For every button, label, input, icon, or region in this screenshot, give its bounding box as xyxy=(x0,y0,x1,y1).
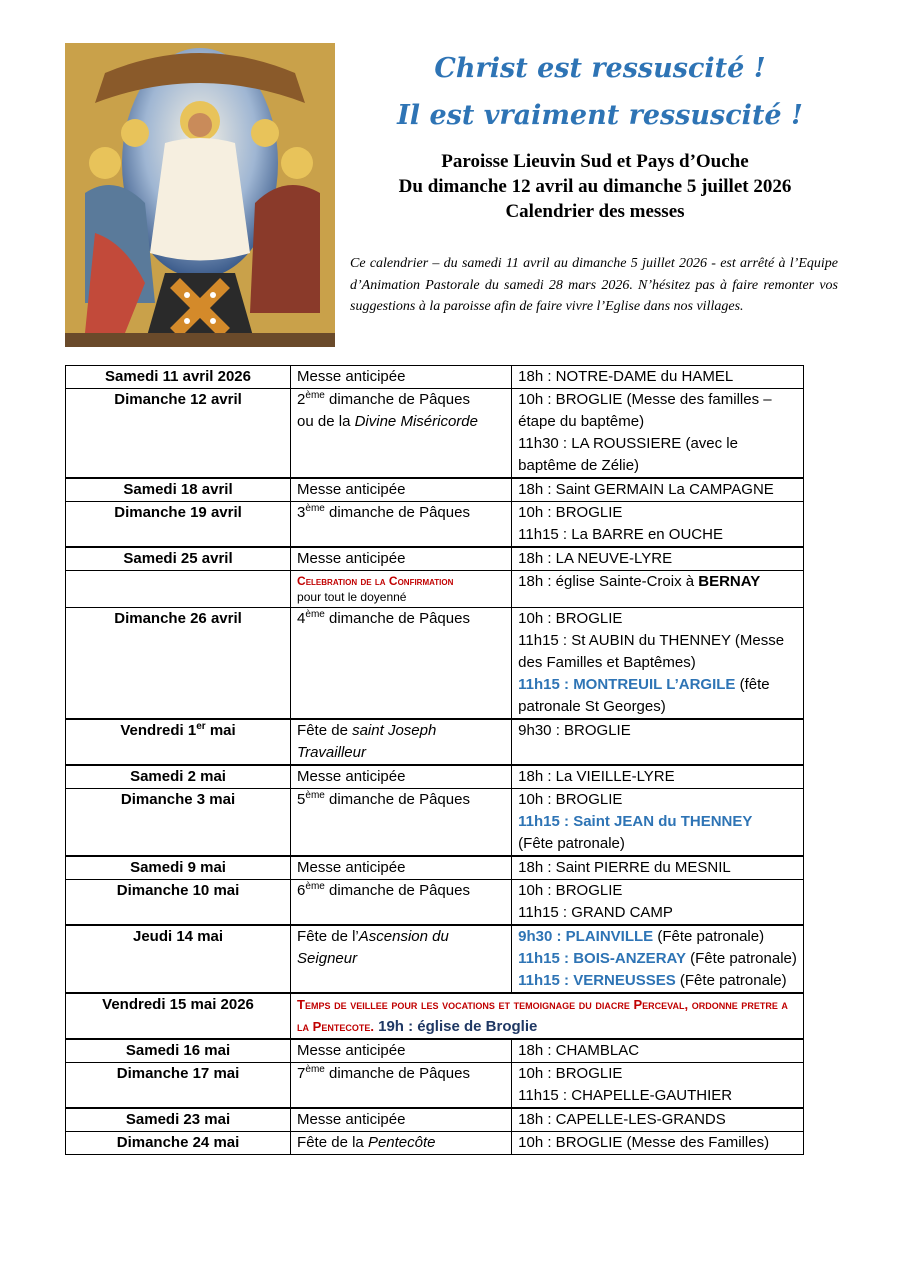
row-occasion: Messe anticipée xyxy=(291,1039,512,1063)
row-date: Samedi 16 mai xyxy=(66,1039,291,1063)
table-row xyxy=(66,608,804,720)
row-occasion: 6ème dimanche de Pâques xyxy=(291,880,512,926)
mass-item: 11h15 : CHAPELLE-GAUTHIER xyxy=(518,1087,733,1104)
mass-item: 11h15 : BOIS-ANZERAY (Fête patronale) xyxy=(518,950,797,967)
title-christ-risen: Christ est ressuscité ! xyxy=(434,53,766,84)
table-row xyxy=(66,789,804,857)
row-masses xyxy=(512,925,804,993)
row-occasion: Messe anticipée xyxy=(291,765,512,789)
table-row xyxy=(66,571,804,608)
row-date: Samedi 9 mai xyxy=(66,856,291,880)
row-date: Dimanche 10 mai xyxy=(66,880,291,926)
row-masses xyxy=(512,478,804,502)
mass-item: (Fête patronale) xyxy=(518,835,625,852)
mass-item: 10h : BROGLIE (Messe des Familles) xyxy=(518,1134,770,1151)
row-date: Samedi 18 avril xyxy=(66,478,291,502)
mass-item: 11h15 : St AUBIN du THENNEY (Messe des Familles et Baptêmes) xyxy=(518,632,785,671)
resurrection-icon-image xyxy=(65,43,335,347)
row-occasion: Messe anticipée xyxy=(291,1108,512,1132)
table-row xyxy=(66,366,804,389)
period: Du dimanche 12 avril au dimanche 5 juillet 2026 xyxy=(398,176,792,197)
row-occasion: Celebration de la Confirmation pour tout le doyenné xyxy=(291,571,512,608)
mass-item: 11h15 : VERNEUSSES (Fête patronale) xyxy=(518,972,787,989)
row-masses xyxy=(512,765,804,789)
mass-item: 18h : NOTRE-DAME du HAMEL xyxy=(518,368,734,385)
table-row xyxy=(66,719,804,765)
mass-item: 10h : BROGLIE xyxy=(518,610,623,627)
mass-item: 10h : BROGLIE xyxy=(518,882,623,899)
row-occasion: 4ème dimanche de Pâques xyxy=(291,608,512,720)
mass-item: 11h15 : La BARRE en OUCHE xyxy=(518,526,723,543)
row-masses: 18h : église Sainte-Croix à BERNAY xyxy=(512,571,804,608)
row-date: Samedi 2 mai xyxy=(66,765,291,789)
mass-item: 9h30 : PLAINVILLE (Fête patronale) xyxy=(518,928,765,945)
table-row xyxy=(66,547,804,571)
mass-item: 10h : BROGLIE xyxy=(518,1065,623,1082)
row-date: Jeudi 14 mai xyxy=(66,925,291,993)
row-date: Dimanche 12 avril xyxy=(66,389,291,479)
mass-item: 11h15 : MONTREUIL L’ARGILE (fête patronale St Georges) xyxy=(518,676,770,715)
mass-item: 11h15 : Saint JEAN du THENNEY xyxy=(518,813,753,830)
table-row xyxy=(66,993,804,1039)
row-masses xyxy=(512,719,804,765)
row-date: Samedi 23 mai xyxy=(66,1108,291,1132)
table-row xyxy=(66,765,804,789)
subtitle: Calendrier des messes xyxy=(505,201,685,222)
mass-item: 11h30 : LA ROUSSIERE (avec le baptême de Zélie) xyxy=(518,435,738,474)
row-date: Samedi 11 avril 2026 xyxy=(66,366,291,389)
mass-item: 18h : Saint GERMAIN La CAMPAGNE xyxy=(518,481,774,498)
table-row xyxy=(66,389,804,479)
row-masses xyxy=(512,789,804,857)
mass-item: 10h : BROGLIE xyxy=(518,504,623,521)
mass-item: 18h : CHAMBLAC xyxy=(518,1042,640,1059)
table-row xyxy=(66,478,804,502)
table-row xyxy=(66,1063,804,1109)
row-occasion: 5ème dimanche de Pâques xyxy=(291,789,512,857)
row-masses xyxy=(512,880,804,926)
row-masses xyxy=(512,502,804,548)
table-row xyxy=(66,925,804,993)
intro-paragraph: Ce calendrier – du samedi 11 avril au dimanche 5 juillet 2026 - est arrêté à l’Equipe d’Animation Pastorale du samedi 28 mars 2026. N’hésitez pas à faire remonter vos suggestions à la paroisse afin de faire vivre l’Eglise dans nos villages. xyxy=(350,256,838,314)
parish-name: Paroisse Lieuvin Sud et Pays d’Ouche xyxy=(441,151,749,172)
row-date: Vendredi 1er mai xyxy=(66,719,291,765)
table-row xyxy=(66,1132,804,1155)
table-row xyxy=(66,880,804,926)
row-masses xyxy=(512,389,804,479)
row-masses xyxy=(512,366,804,389)
row-occasion: Fête de la Pentecôte xyxy=(291,1132,512,1155)
row-date: Dimanche 3 mai xyxy=(66,789,291,857)
row-occasion: 3ème dimanche de Pâques xyxy=(291,502,512,548)
mass-item: 18h : LA NEUVE-LYRE xyxy=(518,550,673,567)
row-date: Dimanche 19 avril xyxy=(66,502,291,548)
row-masses xyxy=(512,547,804,571)
table-row xyxy=(66,1039,804,1063)
mass-item: 10h : BROGLIE xyxy=(518,791,623,808)
row-date: Dimanche 17 mai xyxy=(66,1063,291,1109)
row-masses xyxy=(512,1132,804,1155)
mass-item: 10h : BROGLIE (Messe des familles – étape du baptême) xyxy=(518,391,772,430)
mass-item: 9h30 : BROGLIE xyxy=(518,722,631,739)
row-date: Dimanche 24 mai xyxy=(66,1132,291,1155)
row-occasion: 7ème dimanche de Pâques xyxy=(291,1063,512,1109)
row-date: Samedi 25 avril xyxy=(66,547,291,571)
row-masses xyxy=(512,1108,804,1132)
row-occasion: Fête de saint Joseph Travailleur xyxy=(291,719,512,765)
row-masses xyxy=(512,856,804,880)
row-vigil: Temps de veillee pour les vocations et temoignage du diacre Perceval, ordonne pretre a la Pentecote. 19h : église de Broglie xyxy=(291,993,804,1039)
row-date xyxy=(66,571,291,608)
mass-item: 18h : Saint PIERRE du MESNIL xyxy=(518,859,731,876)
mass-item: 11h15 : GRAND CAMP xyxy=(518,904,673,921)
mass-item: 18h : CAPELLE-LES-GRANDS xyxy=(518,1111,726,1128)
confirmation-label: Celebration de la Confirmation xyxy=(297,574,454,588)
row-occasion: Messe anticipée xyxy=(291,478,512,502)
row-masses xyxy=(512,1039,804,1063)
row-occasion: Fête de l’Ascension du Seigneur xyxy=(291,925,512,993)
table-row xyxy=(66,856,804,880)
title-truly-risen: Il est vraiment ressuscité ! xyxy=(397,100,803,131)
row-occasion: Messe anticipée xyxy=(291,366,512,389)
row-date: Dimanche 26 avril xyxy=(66,608,291,720)
table-row xyxy=(66,502,804,548)
mass-item: 18h : La VIEILLE-LYRE xyxy=(518,768,675,785)
row-masses xyxy=(512,608,804,720)
table-row xyxy=(66,1108,804,1132)
row-date: Vendredi 15 mai 2026 xyxy=(66,993,291,1039)
row-masses xyxy=(512,1063,804,1109)
row-occasion: Messe anticipée xyxy=(291,856,512,880)
row-occasion: 2ème dimanche de Pâques ou de la Divine Miséricorde xyxy=(291,389,512,479)
mass-calendar-table xyxy=(65,365,804,1155)
row-occasion: Messe anticipée xyxy=(291,547,512,571)
